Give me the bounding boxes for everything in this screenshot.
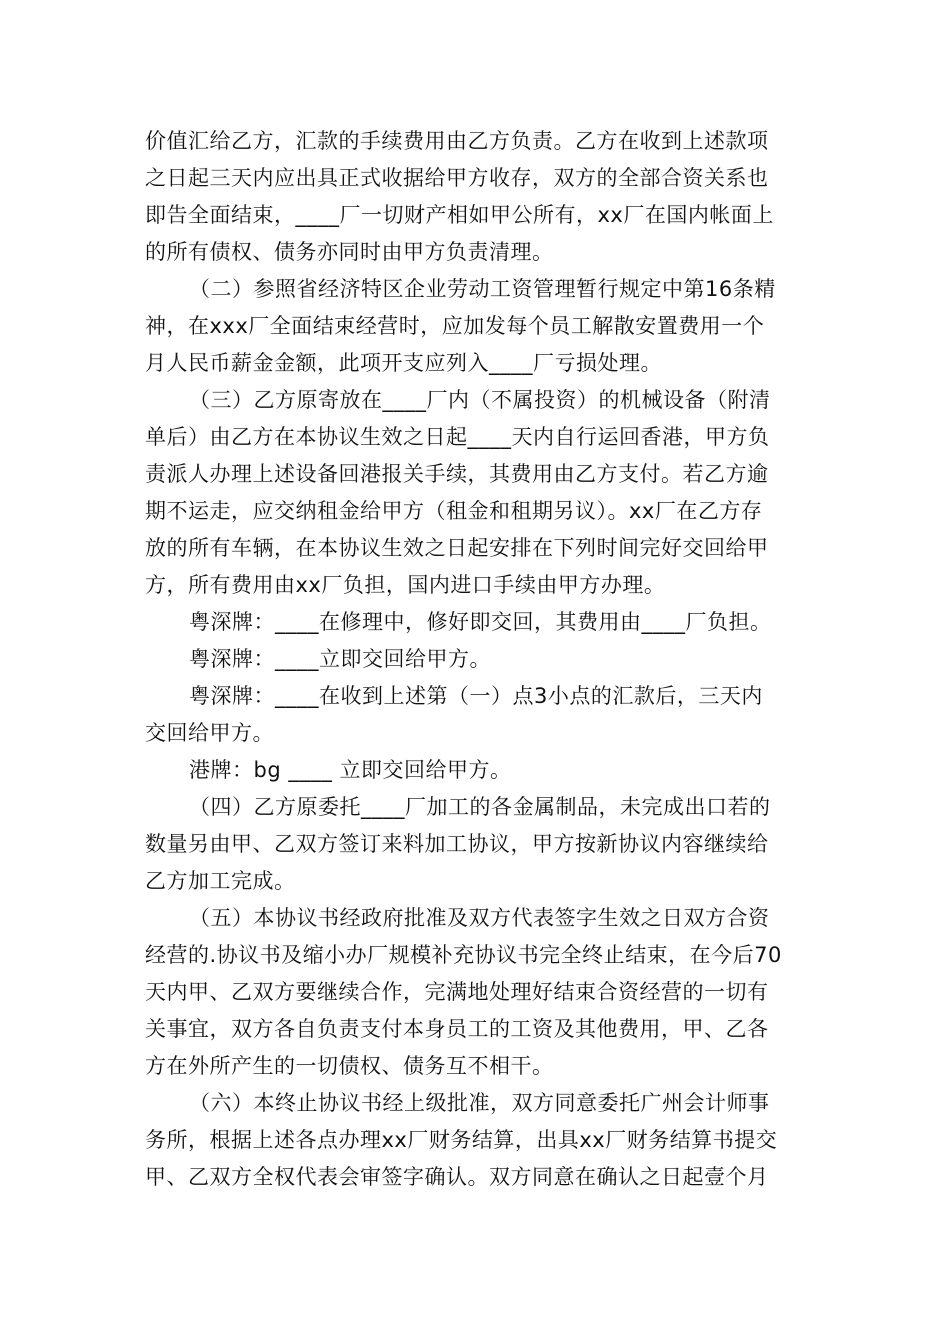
text-line: 天内甲、乙双方要继续合作，完满地处理好结束合资经营的一切有 bbox=[145, 980, 769, 1004]
text-line: 数量另由甲、乙双方签订来料加工协议，甲方按新协议内容继续给 bbox=[145, 832, 769, 856]
text-line: （六）本终止协议书经上级批准，双方同意委托广州会计师事 bbox=[189, 1091, 770, 1115]
text-line: （二）参照省经济特区企业劳动工资管理暂行规定中第16条精 bbox=[189, 277, 776, 301]
text-line: 期不运走，应交纳租金给甲方（租金和租期另议）。xx厂在乙方存 bbox=[145, 499, 763, 523]
text-line: 责派人办理上述设备回港报关手续，其费用由乙方支付。若乙方逾 bbox=[145, 462, 769, 486]
text-line: （五）本协议书经政府批准及双方代表签字生效之日双方合资 bbox=[189, 906, 770, 930]
text-line: （三）乙方原寄放在____厂内（不属投资）的机械设备（附清 bbox=[189, 388, 771, 412]
text-line: 方在外所产生的一切债权、债务互不相干。 bbox=[145, 1054, 554, 1078]
text-line: 乙方加工完成。 bbox=[145, 869, 296, 893]
text-line: 的所有债权、债务亦同时由甲方负责清理。 bbox=[145, 240, 554, 264]
text-line: 粤深牌：____立即交回给甲方。 bbox=[189, 647, 491, 671]
text-line: 月人民币薪金金额，此项开支应列入____厂亏损处理。 bbox=[145, 351, 662, 375]
text-line: 价值汇给乙方，汇款的手续费用由乙方负责。乙方在收到上述款项 bbox=[145, 129, 769, 153]
text-line: 港牌：bg ____ 立即交回给甲方。 bbox=[189, 758, 512, 782]
text-line: 交回给甲方。 bbox=[145, 721, 274, 745]
text-line: （四）乙方原委托____厂加工的各金属制品，未完成出口若的 bbox=[189, 795, 771, 819]
text-line: 即告全面结束，____厂一切财产相如甲公所有，xx厂在国内帐面上 bbox=[145, 203, 774, 227]
text-line: 粤深牌：____在收到上述第（一）点3小点的汇款后，三天内 bbox=[189, 684, 763, 708]
text-line: 甲、乙双方全权代表会审签字确认。双方同意在确认之日起壹个月 bbox=[145, 1165, 769, 1189]
text-line: 关事宜，双方各自负责支付本身员工的工资及其他费用，甲、乙各 bbox=[145, 1017, 769, 1041]
document-body bbox=[145, 123, 810, 1196]
text-line: 之日起三天内应出具正式收据给甲方收存，双方的全部合资关系也 bbox=[145, 166, 769, 190]
text-line: 方，所有费用由xx厂负担，国内进口手续由甲方办理。 bbox=[145, 573, 666, 597]
text-line: 神，在xxx厂全面结束经营时，应加发每个员工解散安置费用一个 bbox=[145, 314, 765, 338]
text-line: 粤深牌：____在修理中，修好即交回，其费用由____厂负担。 bbox=[189, 610, 772, 634]
text-line: 务所，根据上述各点办理xx厂财务结算，出具xx厂财务结算书提交 bbox=[145, 1128, 778, 1152]
text-line: 放的所有车辆，在本协议生效之日起安排在下列时间完好交回给甲 bbox=[145, 536, 769, 560]
text-line: 经营的.协议书及缩小办厂规模补充协议书完全终止结束，在今后70 bbox=[145, 943, 782, 967]
text-line: 单后）由乙方在本协议生效之日起____天内自行运回香港，甲方负 bbox=[145, 425, 770, 449]
